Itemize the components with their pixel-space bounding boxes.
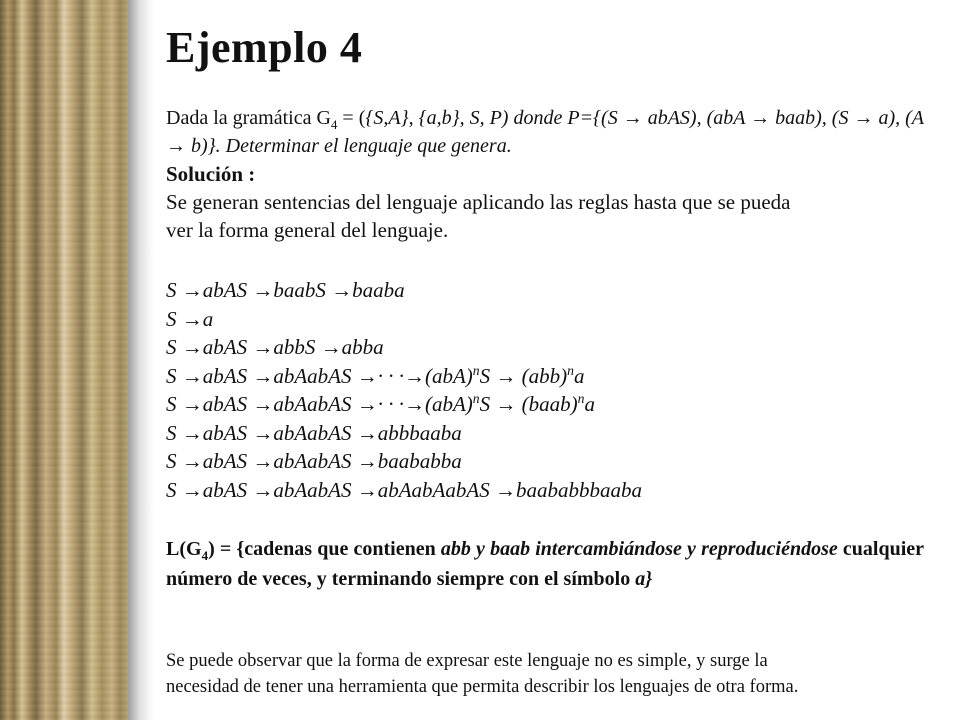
derivation-line <box>166 447 924 476</box>
border-shadow <box>128 0 154 720</box>
grammar-subscript: 4 <box>330 117 338 132</box>
derivation-text: S →abAS →abAabAS →· · ·→(abA) <box>166 392 473 416</box>
derivation-line <box>166 476 924 505</box>
derivation-line <box>166 390 924 419</box>
solution-line-1: Se generan sentencias del lenguaje aplicando las reglas hasta que se pueda <box>166 190 791 214</box>
derivation-text: S →a <box>166 306 214 331</box>
derivation-text: a <box>584 392 595 416</box>
lang-text-2: cualquier número de veces, y terminando siempre con el símbolo <box>166 538 924 590</box>
problem-statement <box>166 104 924 160</box>
exponent: n <box>567 362 574 378</box>
solution-line-2: ver la forma general del lenguaje. <box>166 218 449 242</box>
solution-label: Solución : <box>166 162 256 186</box>
lang-prefix: L(G <box>166 538 202 560</box>
decorative-left-border <box>0 0 128 720</box>
derivation-text: S → (baab) <box>479 392 578 416</box>
derivation-line <box>166 276 924 305</box>
intro-text-3: {S,A}, {a,b}, S, P) donde P={(S → abAS), (abA → baab), (S → a), (A → b)}. Determinar el lenguaje que genera. <box>166 107 924 157</box>
derivation-list <box>166 276 924 504</box>
lang-text-1: ) = {cadenas que contienen <box>208 538 441 560</box>
derivation-text: S →abAS →abAabAS →abbbaaba <box>166 420 462 445</box>
exponent: n <box>472 391 480 406</box>
derivation-line <box>166 333 924 362</box>
derivation-text: S →abAS →abAabAS →· · ·→(abA) <box>166 363 473 388</box>
derivation-line <box>166 419 924 448</box>
derivation-text: S →abAS →baabS →baaba <box>166 278 405 302</box>
lang-italic-2: a} <box>635 568 653 590</box>
derivation-text: a <box>573 363 585 388</box>
language-definition <box>166 534 924 594</box>
solution-text <box>166 188 924 244</box>
exponent: n <box>577 391 585 406</box>
exponent: n <box>472 362 480 378</box>
derivation-text: S →abAS →abbS →abba <box>166 335 384 359</box>
intro-text-2: = ( <box>337 107 366 129</box>
derivation-text: S →abAS →abAabAS →baababba <box>166 449 462 473</box>
derivation-text: S →abAS →abAabAS →abAabAabAS →baababbbaaba <box>166 477 642 502</box>
note-line-1: Se puede observar que la forma de expresar este lenguaje no es simple, y surge la <box>166 651 768 671</box>
derivation-line <box>166 305 924 334</box>
lang-subscript: 4 <box>201 548 209 563</box>
slide-title: Ejemplo 4 <box>166 23 363 72</box>
derivation-line <box>166 362 924 391</box>
note-line-2: necesidad de tener una herramienta que permita describir los lenguajes de otra forma. <box>166 677 799 697</box>
lang-italic-1: abb y baab intercambiándose y reproduciéndose <box>440 538 838 560</box>
closing-note <box>166 648 924 700</box>
derivation-text: S → (abb) <box>479 363 568 388</box>
intro-text-1: Dada la gramática G <box>166 107 331 129</box>
